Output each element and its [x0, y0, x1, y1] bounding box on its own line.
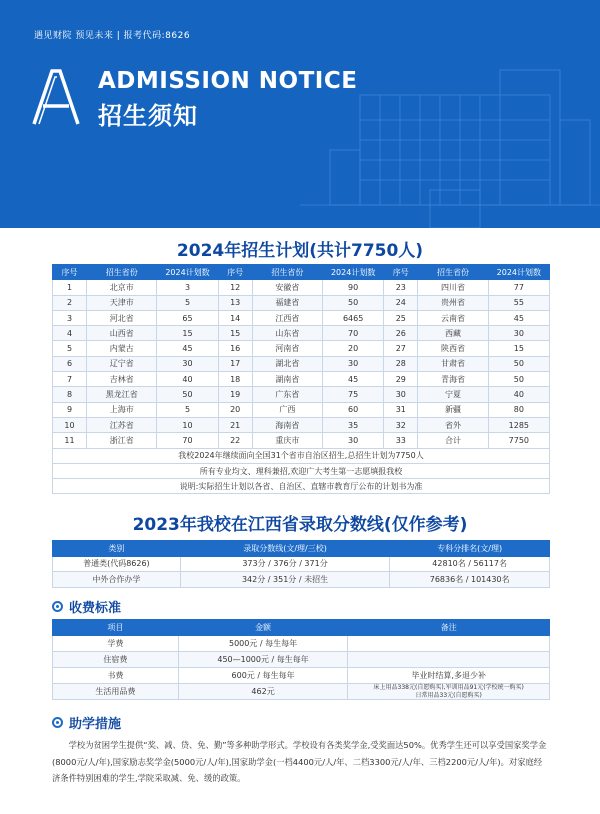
plan-cell: 45	[323, 372, 384, 387]
table-row	[53, 341, 550, 356]
plan-cell: 江西省	[252, 310, 322, 325]
table-row	[53, 387, 550, 402]
table-row	[53, 684, 550, 700]
plan-cell: 7	[53, 372, 87, 387]
plan-cell: 宁夏	[418, 387, 488, 402]
table-row	[53, 356, 550, 371]
plan-cell: 5	[157, 295, 218, 310]
fee-amount: 450—1000元 / 每生每年	[178, 652, 348, 668]
letter-a-icon	[30, 68, 82, 126]
plan-cell: 1285	[488, 417, 549, 432]
plan-cell: 青海省	[418, 372, 488, 387]
plan-cell: 50	[157, 387, 218, 402]
scores-header-cell: 专科分排名(文/理)	[390, 541, 550, 557]
fees-heading	[52, 597, 121, 616]
table-row	[53, 668, 550, 684]
plan-cell: 15	[157, 326, 218, 341]
plan-cell: 18	[218, 372, 252, 387]
plan-cell: 60	[323, 402, 384, 417]
plan-cell: 山西省	[87, 326, 157, 341]
plan-cell: 9	[53, 402, 87, 417]
plan-cell: 33	[384, 433, 418, 448]
plan-cell: 重庆市	[252, 433, 322, 448]
plan-cell: 6465	[323, 310, 384, 325]
plan-cell: 合计	[418, 433, 488, 448]
plan-cell: 四川省	[418, 280, 488, 295]
plan-cell: 29	[384, 372, 418, 387]
plan-cell: 50	[323, 295, 384, 310]
scores-cell: 76836名 / 101430名	[390, 572, 550, 588]
scores-cell: 373分 / 376分 / 371分	[180, 556, 390, 572]
scores-cell: 42810名 / 56117名	[390, 556, 550, 572]
plan-cell: 20	[323, 341, 384, 356]
plan-cell: 7750	[488, 433, 549, 448]
scores-cell: 342分 / 351分 / 未招生	[180, 572, 390, 588]
plan-cell: 内蒙古	[87, 341, 157, 356]
plan-cell: 黑龙江省	[87, 387, 157, 402]
plan-cell: 31	[384, 402, 418, 417]
plan-cell: 湖南省	[252, 372, 322, 387]
table-row	[53, 372, 550, 387]
plan-cell: 90	[323, 280, 384, 295]
scores-header-cell: 类别	[53, 541, 181, 557]
scores-cell: 中外合作办学	[53, 572, 181, 588]
plan-cell: 70	[157, 433, 218, 448]
plan-cell: 广东省	[252, 387, 322, 402]
table-row	[53, 652, 550, 668]
fee-note	[348, 636, 550, 652]
plan-cell: 上海市	[87, 402, 157, 417]
plan-cell: 11	[53, 433, 87, 448]
plan-cell: 江苏省	[87, 417, 157, 432]
scores-header-cell: 录取分数线(文/理/三校)	[180, 541, 390, 557]
scores-table	[52, 540, 550, 588]
plan-cell: 24	[384, 295, 418, 310]
plan-cell: 12	[218, 280, 252, 295]
title-en: ADMISSION NOTICE	[98, 68, 358, 94]
plan-cell: 55	[488, 295, 549, 310]
plan-cell: 19	[218, 387, 252, 402]
plan-cell: 西藏	[418, 326, 488, 341]
plan-cell: 40	[157, 372, 218, 387]
plan-header-cell: 序号	[53, 265, 87, 280]
table-row	[53, 295, 550, 310]
target-icon	[52, 601, 63, 612]
plan-cell: 65	[157, 310, 218, 325]
plan-cell: 70	[323, 326, 384, 341]
fee-item: 住宿费	[53, 652, 179, 668]
plan-cell: 35	[323, 417, 384, 432]
fees-header-cell: 备注	[348, 620, 550, 636]
plan-cell: 30	[157, 356, 218, 371]
table-row	[53, 572, 550, 588]
plan-header-cell: 2024计划数	[157, 265, 218, 280]
plan-note: 说明:实际招生计划以各省、自治区、直辖市教育厅公布的计划书为准	[53, 479, 550, 494]
plan-cell: 云南省	[418, 310, 488, 325]
fee-amount: 600元 / 每生每年	[178, 668, 348, 684]
plan-header-cell: 序号	[384, 265, 418, 280]
plan-cell: 80	[488, 402, 549, 417]
plan-cell: 天津市	[87, 295, 157, 310]
plan-cell: 山东省	[252, 326, 322, 341]
plan-cell: 14	[218, 310, 252, 325]
plan-cell: 广西	[252, 402, 322, 417]
fee-note	[348, 652, 550, 668]
plan-cell: 75	[323, 387, 384, 402]
plan-cell: 10	[53, 417, 87, 432]
plan-cell: 辽宁省	[87, 356, 157, 371]
header-banner	[0, 0, 600, 228]
plan-cell: 陕西省	[418, 341, 488, 356]
plan-cell: 77	[488, 280, 549, 295]
table-row	[53, 636, 550, 652]
table-row	[53, 463, 550, 478]
scores-title: 2023年我校在江西省录取分数线(仅作参考)	[132, 515, 468, 535]
fee-amount: 462元	[178, 684, 348, 700]
plan-cell: 50	[488, 356, 549, 371]
plan-cell: 河北省	[87, 310, 157, 325]
title-cn: 招生须知	[98, 102, 198, 130]
table-row	[53, 402, 550, 417]
plan-cell: 20	[218, 402, 252, 417]
plan-cell: 30	[384, 387, 418, 402]
plan-cell: 5	[157, 402, 218, 417]
header-topline: 遇见财院 预见未来 | 报考代码:8626	[34, 31, 191, 41]
plan-cell: 福建省	[252, 295, 322, 310]
plan-header-cell: 招生省份	[418, 265, 488, 280]
fee-item: 生活用品费	[53, 684, 179, 700]
plan-cell: 吉林省	[87, 372, 157, 387]
table-row	[53, 479, 550, 494]
plan-cell: 甘肃省	[418, 356, 488, 371]
plan-cell: 10	[157, 417, 218, 432]
plan-cell: 5	[53, 341, 87, 356]
plan-cell: 30	[323, 356, 384, 371]
aid-paragraph: 学校为贫困学生提供“奖、减、贷、免、勤”等多种助学形式。学校设有各类奖学金,受奖面达50%。优秀学生还可以享受国家奖学金(8000元/人/年),国家励志奖学金(5000元/人/年),国家助学金(一档4400元/人/年、二档3300元/人/年、三档2200元/人/年)。对家庭经济条件特别困难的学生,学院采取减、免、缓的政策。	[52, 740, 547, 783]
plan-cell: 3	[157, 280, 218, 295]
table-row	[53, 433, 550, 448]
plan-cell: 贵州省	[418, 295, 488, 310]
plan-cell: 15	[488, 341, 549, 356]
plan-cell: 浙江省	[87, 433, 157, 448]
plan-cell: 海南省	[252, 417, 322, 432]
plan-cell: 16	[218, 341, 252, 356]
plan-header-cell: 2024计划数	[323, 265, 384, 280]
plan-cell: 3	[53, 310, 87, 325]
plan-cell: 22	[218, 433, 252, 448]
fees-header-cell: 项目	[53, 620, 179, 636]
table-row	[53, 280, 550, 295]
plan-note: 我校2024年继续面向全国31个省市自治区招生,总招生计划为7750人	[53, 448, 550, 463]
plan-cell: 32	[384, 417, 418, 432]
plan-cell: 北京市	[87, 280, 157, 295]
plan-cell: 23	[384, 280, 418, 295]
plan-cell: 省外	[418, 417, 488, 432]
scores-cell: 普通类(代码8626)	[53, 556, 181, 572]
plan-cell: 30	[488, 326, 549, 341]
plan-cell: 21	[218, 417, 252, 432]
fee-amount: 5000元 / 每生每年	[178, 636, 348, 652]
plan-header-cell: 招生省份	[87, 265, 157, 280]
plan-cell: 6	[53, 356, 87, 371]
plan-cell: 4	[53, 326, 87, 341]
plan-title: 2024年招生计划(共计7750人)	[176, 241, 424, 261]
plan-header-cell: 序号	[218, 265, 252, 280]
target-icon	[52, 717, 63, 728]
fees-table	[52, 619, 550, 700]
plan-cell: 安徽省	[252, 280, 322, 295]
table-row	[53, 417, 550, 432]
fee-note: 毕业时结算,多退少补	[348, 668, 550, 684]
plan-cell: 50	[488, 372, 549, 387]
table-row	[53, 556, 550, 572]
table-row	[53, 310, 550, 325]
plan-cell: 26	[384, 326, 418, 341]
plan-cell: 河南省	[252, 341, 322, 356]
fee-note-line: 床上用品338元(自愿购买),军训用品91元(学校统一购买)	[373, 684, 524, 691]
plan-header-cell: 2024计划数	[488, 265, 549, 280]
fee-item: 书费	[53, 668, 179, 684]
plan-cell: 13	[218, 295, 252, 310]
plan-cell: 1	[53, 280, 87, 295]
plan-cell: 45	[157, 341, 218, 356]
fee-note	[348, 684, 550, 700]
plan-cell: 15	[218, 326, 252, 341]
plan-cell: 2	[53, 295, 87, 310]
plan-cell: 8	[53, 387, 87, 402]
plan-cell: 45	[488, 310, 549, 325]
plan-table	[52, 264, 550, 494]
plan-cell: 27	[384, 341, 418, 356]
plan-cell: 40	[488, 387, 549, 402]
plan-cell: 25	[384, 310, 418, 325]
plan-cell: 28	[384, 356, 418, 371]
table-row	[53, 326, 550, 341]
aid-title: 助学措施	[69, 717, 122, 732]
plan-cell: 17	[218, 356, 252, 371]
plan-note: 所有专业均文、理科兼招,欢迎广大考生第一志愿填报我校	[53, 463, 550, 478]
table-row	[53, 448, 550, 463]
plan-cell: 30	[323, 433, 384, 448]
plan-cell: 新疆	[418, 402, 488, 417]
fees-title: 收费标准	[69, 601, 122, 616]
plan-cell: 湖北省	[252, 356, 322, 371]
fee-item: 学费	[53, 636, 179, 652]
plan-header-cell: 招生省份	[252, 265, 322, 280]
fees-header-cell: 金额	[178, 620, 348, 636]
aid-heading	[52, 713, 121, 732]
fee-note-line: 日常用品33元(自愿购买)	[415, 691, 482, 699]
